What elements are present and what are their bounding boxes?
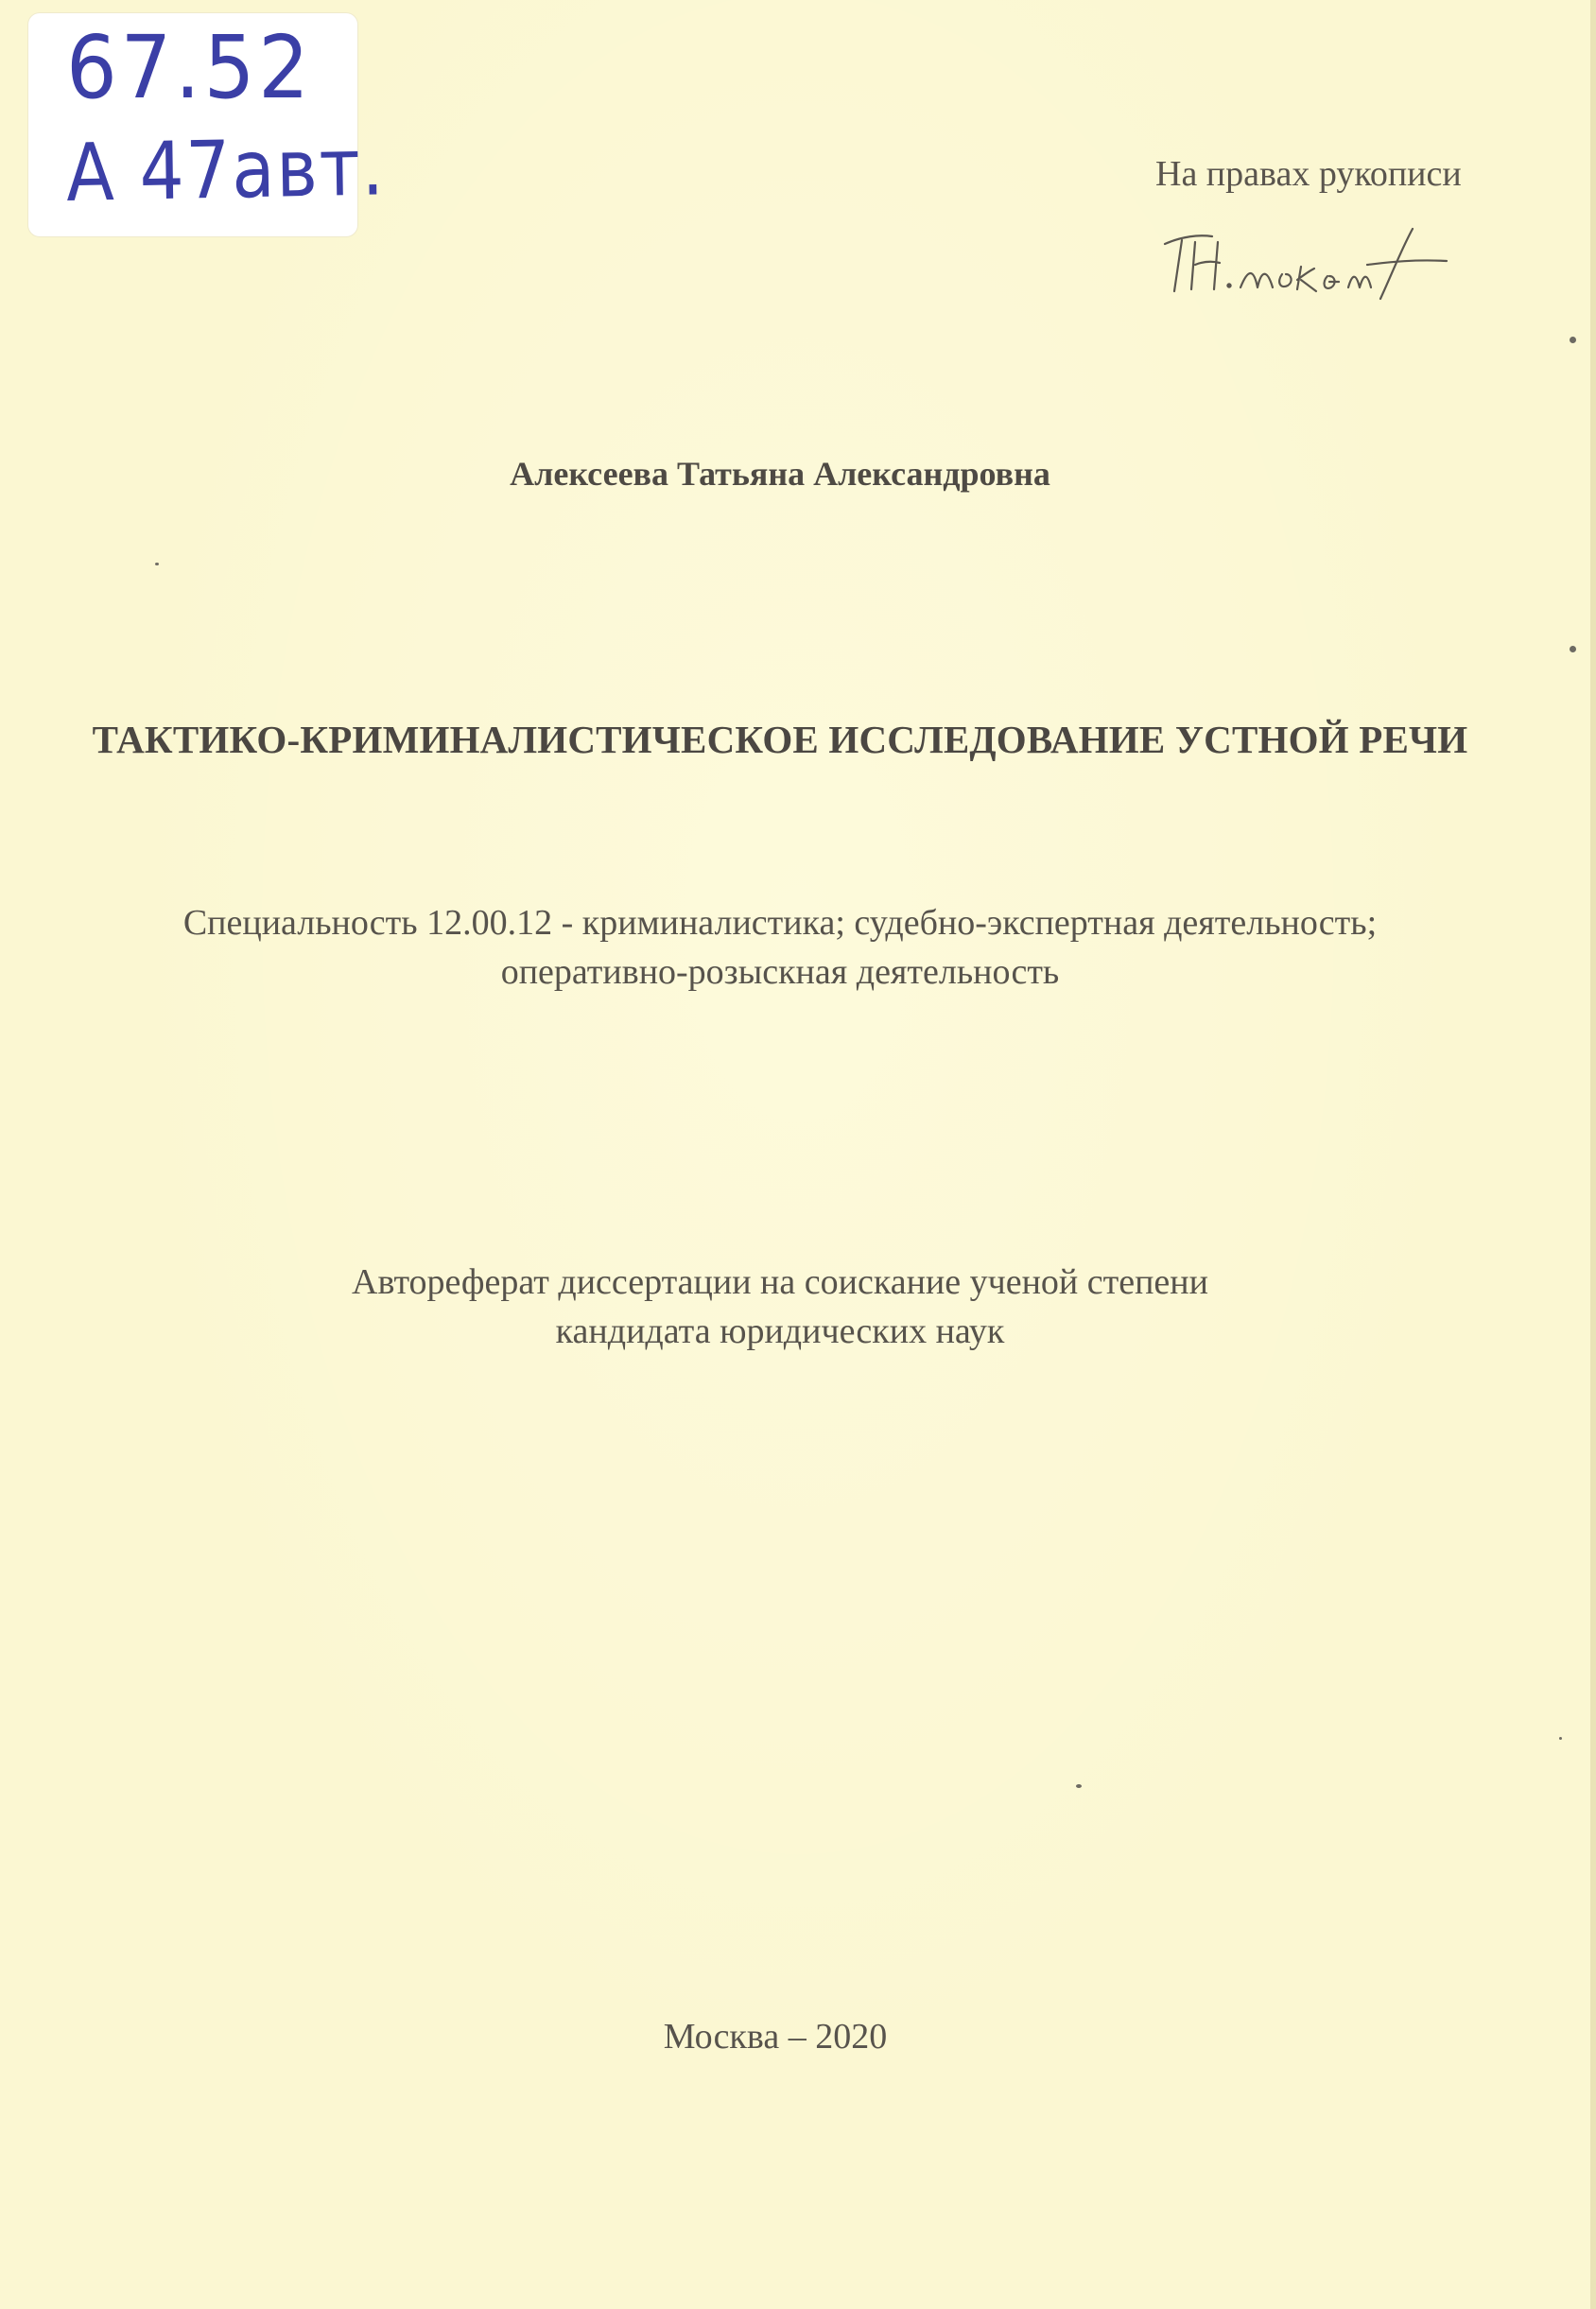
shelf-mark-author-code: А 47авт. [65, 120, 387, 219]
specialty-line-2: оперативно-розыскная деятельность [500, 952, 1060, 992]
library-shelf-label [28, 13, 387, 236]
shelf-mark-classification: 67.52 [66, 17, 313, 118]
abstract-line-1: Автореферат диссертации на соискание ученой степени [352, 1262, 1208, 1302]
scan-edge [1590, 0, 1596, 2309]
manuscript-rights-note: На правах рукописи [1155, 154, 1462, 194]
scan-speck [1559, 1737, 1562, 1740]
scan-speck [1076, 1784, 1082, 1788]
scan-speck [155, 563, 159, 565]
specialty-block [0, 898, 1560, 997]
place-and-year: Москва – 2020 [663, 2017, 888, 2057]
scan-speck [1570, 337, 1576, 343]
abstract-degree-block [0, 1258, 1560, 1356]
abstract-line-2: кандидата юридических наук [555, 1311, 1005, 1351]
scan-speck [1570, 646, 1576, 652]
author-name: Алексеева Татьяна Александровна [510, 455, 1050, 493]
dissertation-title: ТАКТИКО-КРИМИНАЛИСТИЧЕСКОЕ ИССЛЕДОВАНИЕ УСТНОЙ РЕЧИ [92, 718, 1468, 761]
specialty-line-1: Специальность 12.00.12 - криминалистика; судебно-экспертная деятельность; [182, 903, 1378, 943]
handwritten-signature [1154, 208, 1456, 312]
